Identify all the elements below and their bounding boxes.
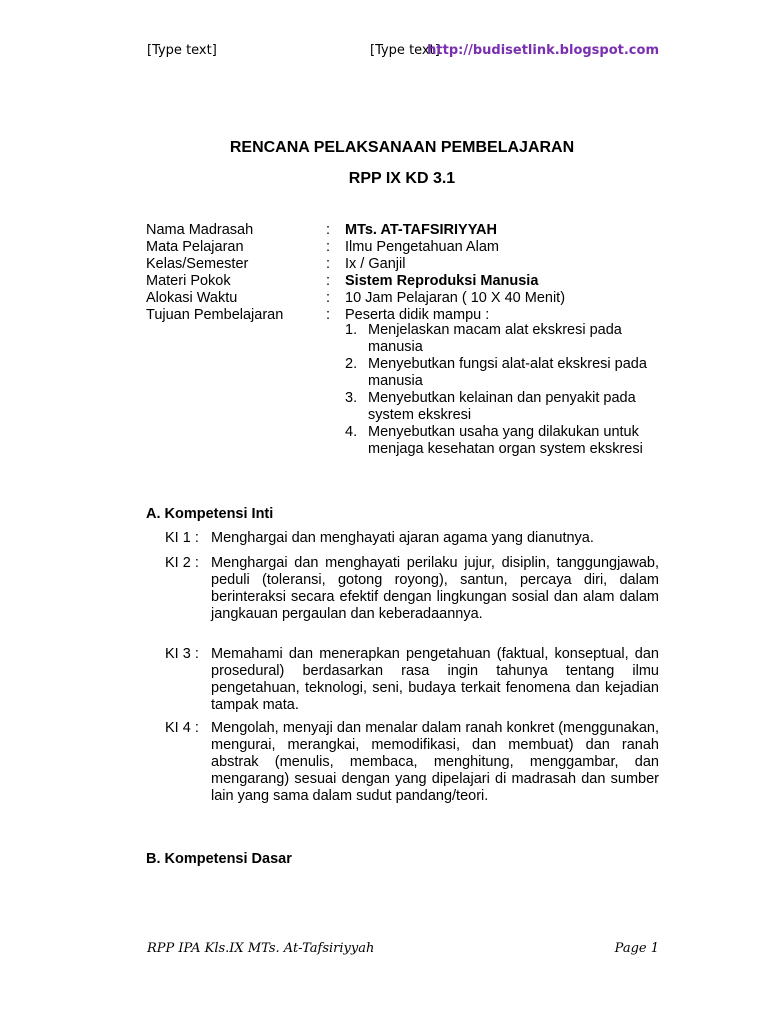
header-left-text: [Type text] — [147, 43, 217, 58]
footer-doc-name: RPP IPA Kls.IX MTs. At-Tafsiriyyah — [147, 941, 375, 956]
footer-page-number: Page 1 — [614, 941, 659, 956]
ki-label: KI 1 : — [165, 530, 199, 546]
info-label: Mata Pelajaran — [146, 239, 244, 255]
header-blog-link[interactable]: http://budisetlink.blogspot.com — [427, 43, 659, 58]
info-row — [146, 222, 666, 239]
identity-table — [146, 222, 666, 324]
info-row — [146, 256, 666, 273]
ki-text: Menghargai dan menghayati ajaran agama yang dianutnya. — [211, 530, 594, 546]
ki-item — [165, 646, 659, 714]
ki-item — [165, 555, 659, 623]
info-label: Materi Pokok — [146, 273, 231, 289]
goal-text: Menyebutkan usaha yang dilakukan untuk menjaga kesehatan organ system ekskresi — [368, 424, 643, 457]
goal-number: 3. — [345, 390, 358, 406]
goal-number: 1. — [345, 322, 358, 338]
info-colon: : — [326, 256, 331, 272]
info-value: Ix / Ganjil — [345, 256, 406, 272]
info-value: Peserta didik mampu : — [345, 307, 490, 323]
list-item — [345, 322, 665, 356]
info-colon: : — [326, 239, 331, 255]
goal-text: Menjelaskan macam alat ekskresi pada manusia — [368, 322, 622, 355]
page-footer — [147, 941, 659, 961]
ki-item — [165, 530, 659, 547]
header-center-text: [Type text] — [370, 43, 440, 58]
info-row — [146, 273, 666, 290]
info-row — [146, 290, 666, 307]
info-value: Sistem Reproduksi Manusia — [345, 273, 539, 289]
learning-goals-list — [345, 322, 665, 458]
ki-label: KI 4 : — [165, 720, 199, 736]
list-item — [345, 390, 665, 424]
info-colon: : — [326, 307, 331, 323]
info-label: Tujuan Pembelajaran — [146, 307, 284, 323]
document-title: RENCANA PELAKSANAAN PEMBELAJARAN — [229, 139, 575, 156]
goal-text: Menyebutkan kelainan dan penyakit pada system ekskresi — [368, 390, 636, 423]
info-value: 10 Jam Pelajaran ( 10 X 40 Menit) — [345, 290, 566, 306]
section-heading-kompetensi-inti: A. Kompetensi Inti — [146, 506, 274, 522]
ki-item — [165, 720, 659, 805]
page-header — [147, 43, 659, 63]
goal-number: 4. — [345, 424, 358, 440]
ki-text: Memahami dan menerapkan pengetahuan (faktual, konseptual, dan prosedural) berdasarkan rasa ingin tahunya tentang ilmu pengetahuan, teknologi, seni, budaya terkait fenomena dan kejadian tampak mata. — [211, 646, 659, 713]
info-value: MTs. AT-TAFSIRIYYAH — [345, 222, 497, 238]
list-item — [345, 424, 665, 458]
document-subtitle: RPP IX KD 3.1 — [348, 170, 456, 187]
ki-label: KI 3 : — [165, 646, 199, 662]
info-value: Ilmu Pengetahuan Alam — [345, 239, 499, 255]
info-label: Nama Madrasah — [146, 222, 254, 238]
ki-text: Mengolah, menyaji dan menalar dalam ranah konkret (menggunakan, mengurai, merangkai, memodifikasi, dan membuat) dan ranah abstrak (menulis, membaca, menghitung, menggambar, dan mengarang) sesuai dengan yang dipelajari di madrasah dan sumber lain yang sama dalam sudut pandang/teori. — [211, 720, 659, 804]
info-colon: : — [326, 222, 331, 238]
ki-label: KI 2 : — [165, 555, 199, 571]
info-colon: : — [326, 290, 331, 306]
section-heading-kompetensi-dasar: B. Kompetensi Dasar — [146, 851, 292, 867]
goal-number: 2. — [345, 356, 358, 372]
info-label: Kelas/Semester — [146, 256, 249, 272]
info-row — [146, 239, 666, 256]
info-label: Alokasi Waktu — [146, 290, 238, 306]
goal-text: Menyebutkan fungsi alat-alat ekskresi pada manusia — [368, 356, 647, 389]
ki-text: Menghargai dan menghayati perilaku jujur, disiplin, tanggungjawab, peduli (toleransi, gotong royong), santun, percaya diri, dalam berinteraksi secara efektif dengan lingkungan sosial dan alam dalam jangkauan pergaulan dan keberadaannya. — [211, 555, 659, 622]
info-colon: : — [326, 273, 331, 289]
list-item — [345, 356, 665, 390]
